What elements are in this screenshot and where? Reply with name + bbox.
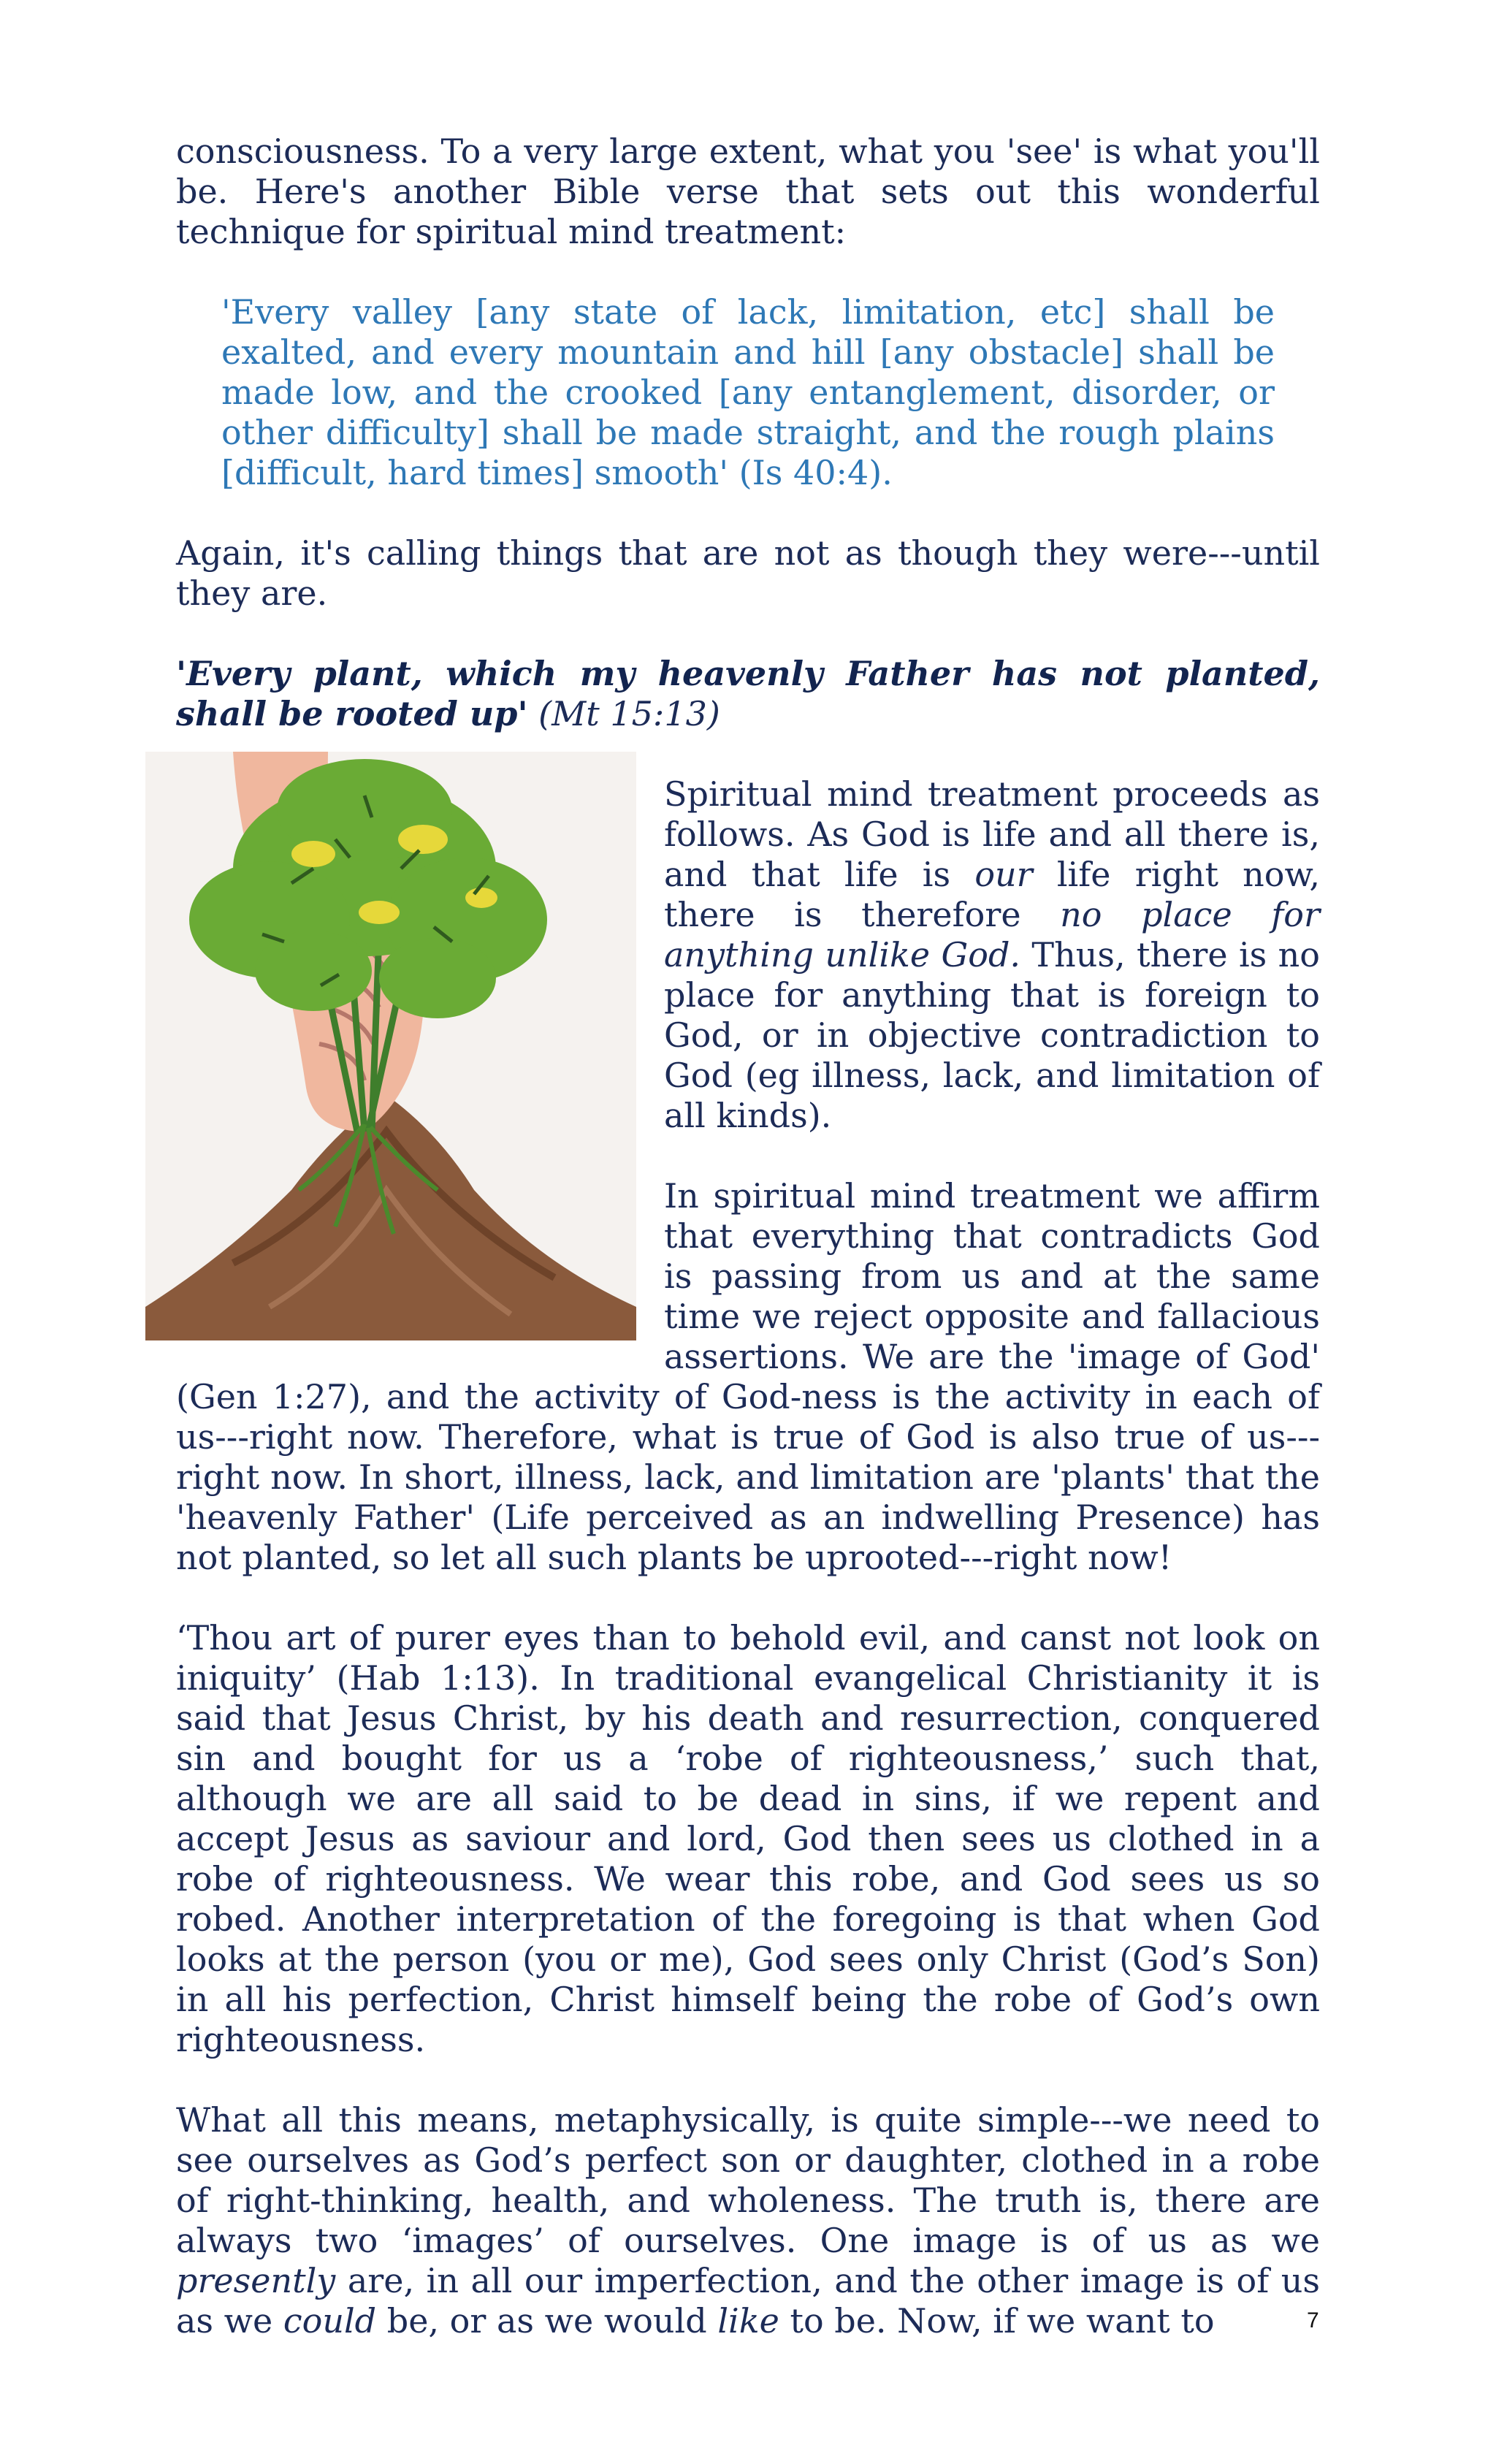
uprooted-plant-illustration [145, 752, 636, 1340]
para3-text-a: Spiritual mind treatment proceeds as follows. As God is life and all there is, and that life is [664, 774, 1320, 894]
paragraph-purer-eyes: ‘Thou art of purer eyes than to behold evil, and canst not look on iniquity’ (Hab 1:13). In traditional evangelical Christianity it is said that Jesus Christ, by his death and resurrection, conquered sin and bought for us a ‘robe of righteousness,’ such that, although we are all said to be dead in sins, if we repent and accept Jesus as saviour and lord, God then sees us clothed in a robe of righteousness. We wear this robe, and God sees us so robed. Another interpretation of the foregoing is that when God looks at the person (you or me), God sees only Christ (God’s Son) in all his perfection, Christ himself being the robe of God’s own righteousness. [176, 1618, 1320, 2059]
isaiah-quote: 'Every valley [any state of lack, limitation, etc] shall be exalted, and every mountain and hill [any obstacle] shall be made low, and the crooked [any entanglement, disorder, or other difficulty] shall be made straight, and the rough plains [difficult, hard times] smooth' (Is 40:4). [221, 292, 1275, 492]
hand-uprooting-plant-icon [145, 752, 636, 1340]
para6-text-a: What all this means, metaphysically, is quite simple---we need to see ourselves as God’s perfect son or daughter, clothed in a robe of right-thinking, health, and wholeness. The truth is, there are always two ‘images’ of ourselves. One image is of us as we [176, 2100, 1320, 2260]
para3-text-b: life right now, there is therefore [664, 855, 1321, 934]
para6-emphasis-presently: presently [176, 2261, 336, 2300]
para3-emphasis-no-place: no place for anything unlike God. [664, 895, 1320, 974]
paragraph-consciousness: consciousness. To a very large extent, what you 'see' is what you'll be. Here's another Bible verse that sets out this wonderful technique for spiritual mind treatment: [176, 131, 1320, 251]
page-number: 7 [1307, 2308, 1319, 2333]
paragraph-metaphysical-meaning [176, 2100, 1320, 2341]
para6-text-b: are, in all our imperfection, and the other image is of us as we [176, 2261, 1320, 2341]
paragraph-calling-things: Again, it's calling things that are not as though they were---until they are. [176, 533, 1320, 613]
para3-text-c: Thus, there is no place for anything that is foreign to God, or in objective contradiction to God (eg illness, lack, and limitation of all kinds). [664, 935, 1320, 1135]
para6-emphasis-could: could [283, 2301, 377, 2341]
paragraph-affirmation: In spiritual mind treatment we affirm that everything that contradicts God is passing from us and at the same time we reject opposite and fallacious assertions. We are the 'image of God' (Gen 1:27), and the activity of God-ness is the activity in each of us---right now. Therefore, what is true of God is also true of us---right now. In short, illness, lack, and limitation are 'plants' that the 'heavenly Father' (Life perceived as an indwelling Presence) has not planted, so let all such plants be uprooted---right now! [176, 1176, 1320, 1577]
para6-text-c: be, or as we would [376, 2301, 718, 2341]
para6-text-d: to be. Now, if we want to [779, 2301, 1215, 2341]
scripture-heading [176, 654, 1320, 734]
page-body [176, 131, 1320, 2341]
para6-emphasis-like: like [717, 2301, 779, 2341]
scripture-reference: (Mt 15:13) [527, 694, 720, 733]
para3-emphasis-our: our [974, 855, 1033, 894]
scripture-text: 'Every plant, which my heavenly Father has not planted, shall be rooted up' [176, 654, 1320, 733]
